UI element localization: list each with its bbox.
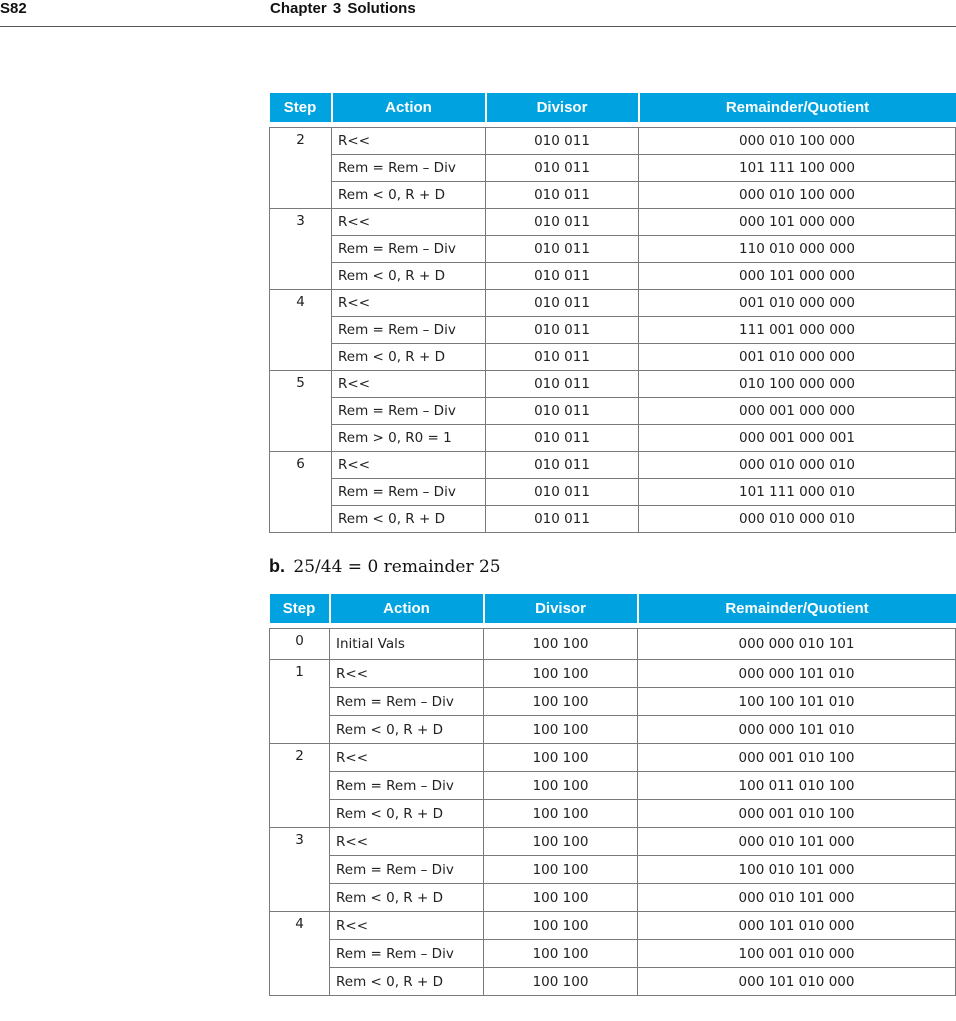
divisor-cell: 010 011: [486, 425, 639, 452]
action-cell: R<<: [332, 209, 486, 236]
step-cell: 2: [270, 128, 332, 209]
action-cell: Rem = Rem – Div: [330, 772, 484, 800]
step-cell: 5: [270, 371, 332, 452]
column-header-remainder-quotient: Remainder/Quotient: [638, 594, 956, 623]
header-rule: [0, 26, 956, 27]
table-row: [270, 263, 956, 290]
table-row: [270, 744, 956, 772]
table-header-row: [270, 93, 956, 122]
table-row: [270, 128, 956, 155]
remainder-quotient-cell: 000 010 100 000: [639, 182, 956, 209]
table-row: [270, 290, 956, 317]
remainder-quotient-cell: 000 101 000 000: [639, 263, 956, 290]
divisor-cell: 010 011: [486, 452, 639, 479]
action-cell: Rem < 0, R + D: [330, 968, 484, 996]
remainder-quotient-cell: 000 001 000 001: [639, 425, 956, 452]
table-row: [270, 716, 956, 744]
action-cell: R<<: [330, 744, 484, 772]
action-cell: R<<: [332, 452, 486, 479]
part-b-label: b.: [269, 556, 285, 576]
remainder-quotient-cell: 000 001 010 100: [638, 744, 956, 772]
remainder-quotient-cell: 101 111 000 010: [639, 479, 956, 506]
table-row: [270, 828, 956, 856]
action-cell: Rem > 0, R0 = 1: [332, 425, 486, 452]
divisor-cell: 100 100: [484, 884, 638, 912]
step-cell: 2: [270, 744, 330, 828]
table-row: [270, 856, 956, 884]
part-b-heading: [269, 556, 501, 577]
table-a-body: [270, 122, 956, 533]
remainder-quotient-cell: 100 011 010 100: [638, 772, 956, 800]
remainder-quotient-cell: 000 101 010 000: [638, 912, 956, 940]
divisor-cell: 010 011: [486, 263, 639, 290]
table-row: [270, 182, 956, 209]
table-row: [270, 800, 956, 828]
action-cell: Rem < 0, R + D: [332, 263, 486, 290]
action-cell: Rem = Rem – Div: [330, 940, 484, 968]
action-cell: Rem = Rem – Div: [332, 155, 486, 182]
remainder-quotient-cell: 001 010 000 000: [639, 290, 956, 317]
column-header-step: Step: [270, 93, 332, 122]
divisor-cell: 100 100: [484, 856, 638, 884]
column-header-action: Action: [332, 93, 486, 122]
remainder-quotient-cell: 000 010 000 010: [639, 452, 956, 479]
action-cell: Initial Vals: [330, 629, 484, 660]
divisor-cell: 100 100: [484, 940, 638, 968]
step-cell: 3: [270, 209, 332, 290]
action-cell: R<<: [330, 828, 484, 856]
column-header-divisor: Divisor: [486, 93, 639, 122]
action-cell: Rem < 0, R + D: [332, 506, 486, 533]
remainder-quotient-cell: 000 000 101 010: [638, 660, 956, 688]
remainder-quotient-cell: 100 010 101 000: [638, 856, 956, 884]
divisor-cell: 010 011: [486, 155, 639, 182]
divisor-cell: 010 011: [486, 317, 639, 344]
divisor-cell: 100 100: [484, 688, 638, 716]
divisor-cell: 010 011: [486, 209, 639, 236]
divisor-cell: 010 011: [486, 128, 639, 155]
table-header-row: [270, 594, 956, 623]
divisor-cell: 010 011: [486, 182, 639, 209]
divisor-cell: 100 100: [484, 800, 638, 828]
table-row: [270, 425, 956, 452]
table-row: [270, 209, 956, 236]
remainder-quotient-cell: 110 010 000 000: [639, 236, 956, 263]
divisor-cell: 010 011: [486, 290, 639, 317]
divisor-cell: 010 011: [486, 344, 639, 371]
remainder-quotient-cell: 000 001 010 100: [638, 800, 956, 828]
table-row: [270, 912, 956, 940]
action-cell: R<<: [330, 660, 484, 688]
chapter-title: Chapter 3 Solutions: [270, 0, 416, 17]
step-cell: 3: [270, 828, 330, 912]
column-header-step: Step: [270, 594, 330, 623]
remainder-quotient-cell: 010 100 000 000: [639, 371, 956, 398]
remainder-quotient-cell: 000 000 010 101: [638, 629, 956, 660]
remainder-quotient-cell: 000 000 101 010: [638, 716, 956, 744]
action-cell: Rem < 0, R + D: [330, 884, 484, 912]
action-cell: Rem = Rem – Div: [332, 317, 486, 344]
table-row: [270, 660, 956, 688]
divisor-cell: 100 100: [484, 968, 638, 996]
table-row: [270, 236, 956, 263]
divisor-cell: 100 100: [484, 912, 638, 940]
table-row: [270, 884, 956, 912]
part-b-text: 25/44 = 0 remainder 25: [293, 557, 501, 577]
step-cell: 4: [270, 290, 332, 371]
remainder-quotient-cell: 000 010 000 010: [639, 506, 956, 533]
action-cell: R<<: [332, 128, 486, 155]
table-row: [270, 317, 956, 344]
table-row: [270, 772, 956, 800]
remainder-quotient-cell: 000 001 000 000: [639, 398, 956, 425]
table-row: [270, 506, 956, 533]
action-cell: R<<: [332, 290, 486, 317]
divisor-cell: 010 011: [486, 398, 639, 425]
table-row: [270, 479, 956, 506]
divisor-cell: 100 100: [484, 660, 638, 688]
step-cell: 6: [270, 452, 332, 533]
action-cell: Rem < 0, R + D: [332, 344, 486, 371]
remainder-quotient-cell: 000 101 010 000: [638, 968, 956, 996]
division-table-a: [269, 93, 956, 533]
remainder-quotient-cell: 100 100 101 010: [638, 688, 956, 716]
column-header-remainder-quotient: Remainder/Quotient: [639, 93, 956, 122]
remainder-quotient-cell: 111 001 000 000: [639, 317, 956, 344]
action-cell: Rem = Rem – Div: [332, 236, 486, 263]
table-row: [270, 688, 956, 716]
action-cell: R<<: [330, 912, 484, 940]
remainder-quotient-cell: 001 010 000 000: [639, 344, 956, 371]
table-row: [270, 629, 956, 660]
divisor-cell: 010 011: [486, 371, 639, 398]
table-row: [270, 344, 956, 371]
table-row: [270, 968, 956, 996]
action-cell: Rem < 0, R + D: [330, 716, 484, 744]
divisor-cell: 010 011: [486, 236, 639, 263]
action-cell: Rem = Rem – Div: [330, 856, 484, 884]
divisor-cell: 010 011: [486, 479, 639, 506]
division-table-b: [269, 594, 956, 996]
table-b-body: [270, 623, 956, 996]
divisor-cell: 100 100: [484, 828, 638, 856]
action-cell: Rem = Rem – Div: [330, 688, 484, 716]
action-cell: Rem = Rem – Div: [332, 479, 486, 506]
table-row: [270, 371, 956, 398]
page-number: S82: [0, 0, 27, 17]
action-cell: Rem = Rem – Div: [332, 398, 486, 425]
divisor-cell: 010 011: [486, 506, 639, 533]
step-cell: 1: [270, 660, 330, 744]
divisor-cell: 100 100: [484, 629, 638, 660]
step-cell: 4: [270, 912, 330, 996]
column-header-divisor: Divisor: [484, 594, 638, 623]
column-header-action: Action: [330, 594, 484, 623]
remainder-quotient-cell: 000 010 100 000: [639, 128, 956, 155]
action-cell: Rem < 0, R + D: [332, 182, 486, 209]
remainder-quotient-cell: 101 111 100 000: [639, 155, 956, 182]
remainder-quotient-cell: 000 010 101 000: [638, 828, 956, 856]
remainder-quotient-cell: 000 010 101 000: [638, 884, 956, 912]
remainder-quotient-cell: 100 001 010 000: [638, 940, 956, 968]
table-row: [270, 940, 956, 968]
table-row: [270, 155, 956, 182]
table-row: [270, 398, 956, 425]
divisor-cell: 100 100: [484, 744, 638, 772]
divisor-cell: 100 100: [484, 772, 638, 800]
action-cell: Rem < 0, R + D: [330, 800, 484, 828]
divisor-cell: 100 100: [484, 716, 638, 744]
step-cell: 0: [270, 629, 330, 660]
action-cell: R<<: [332, 371, 486, 398]
remainder-quotient-cell: 000 101 000 000: [639, 209, 956, 236]
table-row: [270, 452, 956, 479]
